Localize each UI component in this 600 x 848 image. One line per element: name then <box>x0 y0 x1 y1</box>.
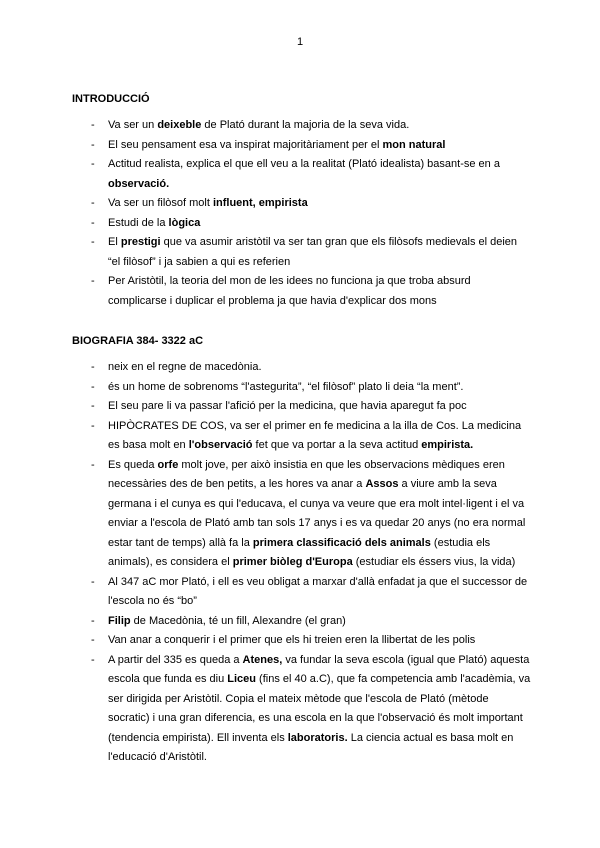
text-run: La ciencia actual es basa molt en l'educació d'Aristòtil. <box>108 731 514 763</box>
list-item <box>72 417 532 456</box>
text-run: és un home de sobrenoms “l'astegurita”, “el filòsof” plato li deia “la ment”. <box>108 380 464 393</box>
bold-text: prestigi <box>120 236 161 248</box>
bold-text: l'observació <box>188 439 253 451</box>
text-run: Va ser un <box>108 119 158 131</box>
bold-text: laboratoris. <box>287 731 348 744</box>
bold-text: primera classificació dels animals <box>252 536 431 549</box>
bold-text: Filip <box>108 614 131 627</box>
bold-text: mon natural <box>382 138 446 151</box>
list-item <box>72 612 532 632</box>
bold-text: Atenes, <box>242 653 283 666</box>
list-item <box>72 358 532 378</box>
text-run: (estudia els animals), es considera el <box>108 536 491 568</box>
bold-text: observació. <box>108 177 170 190</box>
text-run: que va asumir aristòtil va ser tan gran que els filòsofs medievals el deien “el filòsof” i ja sabien a qui es referien <box>108 236 518 268</box>
list-item <box>72 233 532 272</box>
bold-text: Liceu <box>227 673 256 685</box>
bold-text: deixeble <box>157 119 202 131</box>
text-run: HIPÒCRATES DE COS, va ser el primer en fe medicina a la illa de Cos. La medicina es basa molt en <box>108 419 522 451</box>
text-run: Van anar a conquerir i el primer que els hi treien eren la llibertat de les polis <box>108 634 476 646</box>
list-item <box>72 194 532 214</box>
bold-text: influent, empirista <box>212 197 308 209</box>
text-run: va fundar la seva escola (igual que Plató) aquesta escola que funda es diu <box>108 653 530 685</box>
text-run: Actitud realista, explica el que ell veu a la realitat (Plató idealista) basant-se en a <box>108 158 500 170</box>
bullet-list <box>72 116 532 311</box>
section-heading: BIOGRAFIA 384- 3322 aC <box>72 335 204 347</box>
section-biografia <box>72 333 532 768</box>
bold-text: orfe <box>157 458 179 471</box>
text-run: El seu pensament esa va inspirat majoritàriament per el <box>108 138 383 151</box>
text-run: neix en el regne de macedònia. <box>108 361 262 373</box>
text-run: Per Aristòtil, la teoria del mon de les idees no funciona ja que troba absurd complicarse i duplicar el problema ja que havia d'explicar dos mons <box>108 275 471 307</box>
list-item <box>72 651 532 768</box>
list-item <box>72 378 532 398</box>
bold-text: lògica <box>168 216 201 229</box>
text-run: de Macedònia, té un fill, Alexandre (el gran) <box>130 614 346 627</box>
bold-text: Assos <box>365 478 399 490</box>
list-item <box>72 573 532 612</box>
bold-text: empirista. <box>421 439 474 451</box>
text-run: fet que va portar a la seva actitud <box>252 439 422 451</box>
list-item <box>72 397 532 417</box>
text-run: El seu pare li va passar l'afició per la medicina, que havia aparegut fa poc <box>108 400 467 412</box>
list-item <box>72 456 532 573</box>
list-item <box>72 155 532 194</box>
text-run: (fins el 40 a.C), que fa competencia amb l'acadèmia, va ser dirigida per Aristòtil. Copia el mateix mètode que l'escola de Plató (mètode socratic) i una gran diferencia, es una escola en la que l'observació és molt important (tendencia empirista). Ell inventa els <box>108 673 531 744</box>
text-run: (estudiar els éssers vius, la vida) <box>352 556 516 568</box>
text-run: A partir del 335 es queda a <box>108 653 243 666</box>
list-item <box>72 136 532 156</box>
bullet-list <box>72 358 532 768</box>
bold-text: primer biòleg d'Europa <box>232 556 353 568</box>
list-item <box>72 116 532 136</box>
list-item <box>72 272 532 311</box>
text-run: Al 347 aC mor Plató, i ell es veu obligat a marxar d'allà enfadat ja que el successor de l'escola no és “bo” <box>108 575 528 607</box>
text-run: Va ser un filòsof molt <box>108 197 213 209</box>
page-number: 1 <box>296 36 304 48</box>
text-run: a viure amb la seva germana i el cunya es qui l'educava, el cunya va veure que era molt intel·ligent i el va enviar a l'escola de Plató amb tan sols 17 anys i es va quedar 20 anys (no era normal estar tant de temps) allà fa la <box>108 478 526 549</box>
text-run: Estudi de la <box>108 216 169 229</box>
text-run: molt jove, per això insistia en que les observacions mèdiques eren necessàries des de ben petits, a les hores va anar a <box>108 458 505 490</box>
text-run: El <box>108 236 121 248</box>
document-body <box>72 91 532 768</box>
list-item <box>72 214 532 234</box>
section-heading: INTRODUCCIÓ <box>72 93 150 105</box>
section-introduccio <box>72 91 532 311</box>
text-run: de Plató durant la majoria de la seva vida. <box>201 119 410 131</box>
list-item <box>72 631 532 651</box>
text-run: Es queda <box>108 458 158 471</box>
